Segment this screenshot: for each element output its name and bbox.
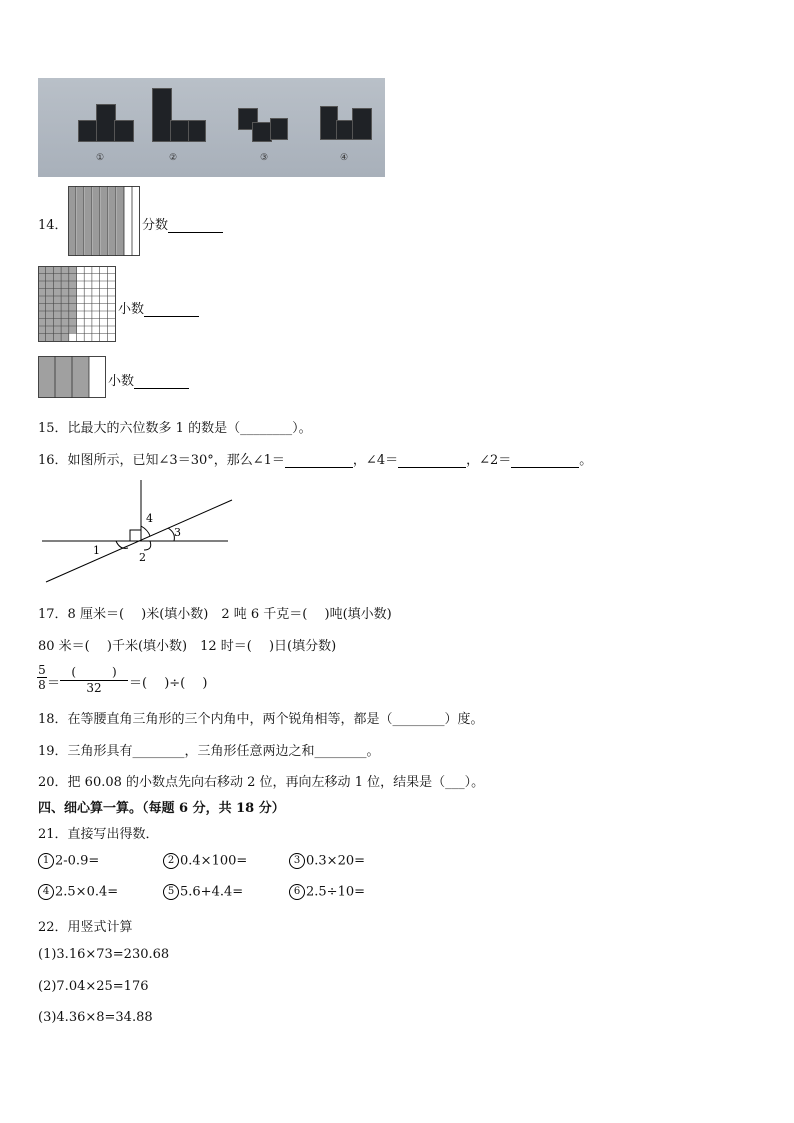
- question-20: 20．把 60.08 的小数点先向右移动 2 位，再向左移动 1 位，结果是（___）。: [38, 775, 485, 790]
- angle4-blank[interactable]: [398, 453, 466, 468]
- q14-grid-1: [68, 186, 140, 256]
- fraction-5-8: $\frac{5}{8}$: [38, 663, 46, 692]
- question-21-title: 21．直接写出得数．: [38, 827, 159, 842]
- q14-number: 14．: [38, 218, 68, 233]
- question-18: 18．在等腰直角三角形的三个内角中，两个锐角相等，都是（________）度。: [38, 712, 484, 727]
- angle-diagram: [38, 478, 234, 588]
- angle1-blank[interactable]: [285, 453, 353, 468]
- q21-item-2: 2 0.4×100=: [163, 853, 247, 869]
- q14-decimal-blank-2[interactable]: [134, 374, 189, 389]
- angle-label-2: 2: [139, 551, 146, 564]
- q22-item-1: (1)3.16×73=230.68: [38, 947, 170, 962]
- question-17-line1: 17．8 厘米＝( )米(填小数) 2 吨 6 千克＝( )吨(填小数): [38, 607, 392, 622]
- q22-item-3: (3)4.36×8=34.88: [38, 1010, 153, 1025]
- angle-label-4: 4: [146, 512, 153, 525]
- angle2-blank[interactable]: [511, 453, 579, 468]
- q21-item-3: 3 0.3×20=: [289, 853, 365, 869]
- division-blanks: ＝( )÷( ): [129, 676, 208, 691]
- q21-item-4: 4 2.5×0.4=: [38, 884, 118, 900]
- fraction-blank-32[interactable]: ( ) 32: [60, 663, 128, 695]
- q14-decimal-blank-1[interactable]: [144, 302, 199, 317]
- question-17-line2: 80 米＝( )千米(填小数) 12 时＝( )日(填分数): [38, 639, 337, 654]
- q14-decimal-label-1: 小数: [118, 298, 199, 317]
- q14-grid-2: [38, 266, 116, 342]
- figure-label-3: ③: [260, 153, 269, 163]
- question-15: 15．比最大的六位数多 1 的数是（________）。: [38, 421, 312, 436]
- angle-label-1: 1: [93, 544, 100, 557]
- q21-item-6: 6 2.5÷10=: [289, 884, 365, 900]
- question-19: 19．三角形具有________，三角形任意两边之和________。: [38, 744, 380, 759]
- q14-fraction-label: 分数: [142, 214, 223, 233]
- angle-label-3: 3: [174, 526, 181, 539]
- question-16: 16．如图所示，已知∠3＝30°，那么∠1＝ ，∠4＝ ，∠2＝ 。: [38, 453, 593, 468]
- q21-item-1: 1 2-0.9=: [38, 853, 99, 869]
- q14-fraction-blank[interactable]: [168, 218, 223, 233]
- question-22-title: 22．用竖式计算: [38, 920, 133, 935]
- section-4-heading: 四、细心算一算。（每题 6 分，共 18 分）: [38, 801, 285, 816]
- q14-decimal-label-2: 小数: [108, 370, 189, 389]
- equals-sign: ＝: [47, 676, 61, 691]
- cube-figures-photo: [38, 78, 385, 177]
- figure-label-2: ②: [169, 153, 178, 163]
- figure-label-1: ①: [96, 153, 105, 163]
- q21-item-5: 5 5.6+4.4=: [163, 884, 243, 900]
- q14-grid-3: [38, 356, 106, 398]
- q22-item-2: (2)7.04×25=176: [38, 979, 149, 994]
- figure-label-4: ④: [340, 153, 349, 163]
